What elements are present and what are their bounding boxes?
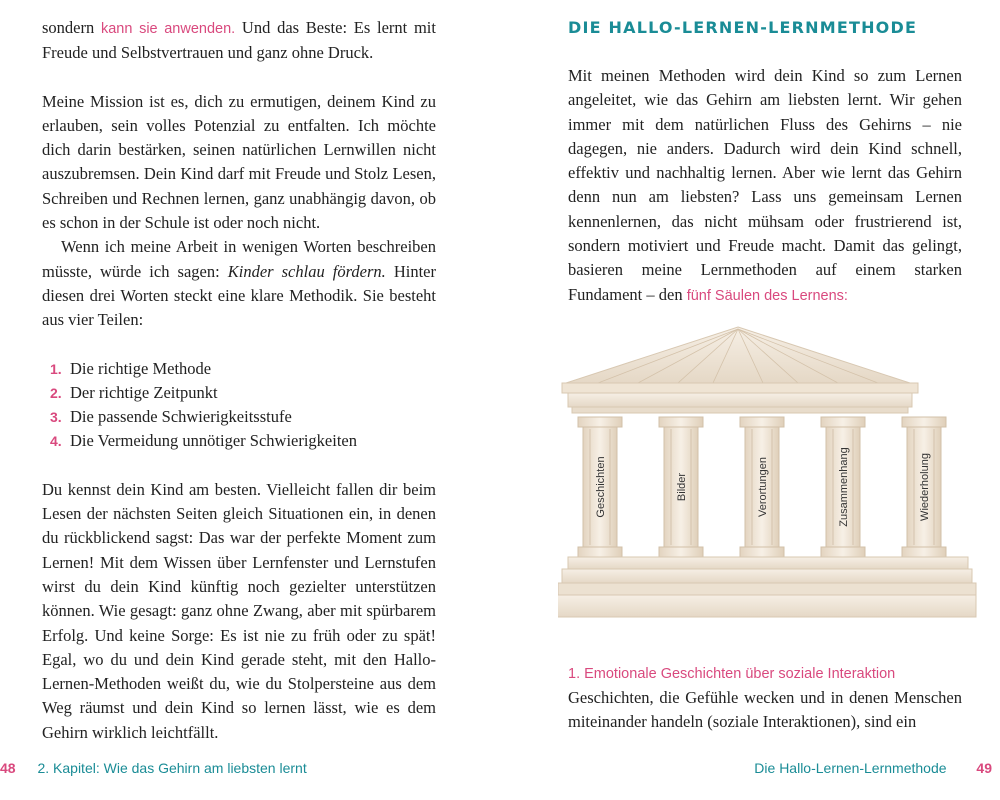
pillar-label: Zusammenhang (838, 447, 850, 527)
emphasis-text: Kinder schlau fördern. (227, 261, 386, 281)
page-number: 49 (976, 760, 992, 776)
subheading: 1. Emotionale Geschichten über soziale Interaktion (568, 666, 896, 682)
numbered-list (42, 357, 436, 454)
left-paragraph-4: Du kennst dein Kind am besten. Vielleicht fallen dir beim Lesen der nächsten Seiten gleich Situationen ein, in denen du rückblickend sagst: Das war der perfekte Moment zum Lernen! Mit dem Wissen über Lernfenster und Lernstufen wirst du dein Kind künftig noch gezielter unterstützen können. Wie gesagt: ganz ohne Zwang, aber mit spürbarem Erfolg. Und keine Sorge: Es ist nie zu früh oder zu spät! Egal, wo du und dein Kind gerade steht, mit den Hallo-Lernen-Methoden weißt du, wie du Stolpersteine aus dem Weg räumst und dein Kind so lernen lässt, wie es dem Gehirn wirklich leichtfällt. (42, 479, 436, 742)
running-title: Die Hallo-Lernen-Lernmethode (754, 760, 947, 776)
highlight-text: kann sie anwenden. (100, 21, 236, 37)
pillar-label: Wiederholung (919, 453, 931, 521)
page-number: 48 (0, 760, 16, 776)
pillar-label: Geschichten (595, 456, 607, 518)
list-item: 2. Der richtige Zeitpunkt (50, 382, 218, 402)
list-item: 1. Die richtige Methode (50, 358, 212, 378)
section-heading: DIE HALLO-LERNEN-LERNMETHODE (568, 18, 918, 37)
pillars-of-learning-illustration (558, 325, 978, 625)
list-item: 4. Die Vermeidung unnötiger Schwierigkeiten (50, 431, 358, 451)
pillar-label: Verortungen (757, 457, 769, 517)
left-text-column (42, 16, 436, 745)
running-title: 2. Kapitel: Wie das Gehirn am liebsten lernt (37, 760, 307, 776)
right-lower-text (568, 662, 962, 735)
right-footer (754, 760, 992, 776)
right-page (500, 0, 1000, 800)
left-paragraph-3: Wenn ich meine Arbeit in wenigen Worten beschreiben müsste, würde ich sagen: Kinder schlau fördern. Hinter diesen drei Worten steckt eine klare Methodik. Sie besteht aus vier Teilen: (42, 237, 436, 330)
left-paragraph-2: Meine Mission ist es, dich zu ermutigen, deinem Kind zu erlauben, sein volles Potenzial zu entfalten. Ich möchte dich darin bestärken, seinen natürlichen Lernwillen nicht auszubremsen. Dein Kind darf mit Freude und Stolz Lesen, Schreiben und Rechnen lernen, ganz unabhängig davon, ob es schon in der Schule ist oder noch nicht. (42, 91, 436, 233)
temple-icon (558, 325, 978, 625)
right-text-column (568, 16, 962, 308)
right-paragraph-2: Geschichten, die Gefühle wecken und in denen Menschen miteinander handeln (soziale Interaktionen), sind ein (568, 688, 962, 732)
left-paragraph-1: sondern kann sie anwenden. Und das Beste: Es lernt mit Freude und Selbstvertrauen und ganz ohne Druck. (42, 18, 436, 63)
list-item: 3. Die passende Schwierigkeitsstufe (50, 407, 292, 427)
pillar-label: Bilder (676, 472, 688, 502)
left-footer (0, 760, 340, 776)
highlight-text: fünf Säulen des Lernens: (686, 287, 848, 304)
right-paragraph-1: Mit meinen Methoden wird dein Kind so zum Lernen angeleitet, wie das Gehirn am liebsten lernt. Wir gehen immer mit dem natürlichen Fluss des Gehirns – nie dagegen, nie anders. Dadurch wird dein Kind schnell, effektiv und nachhaltig lernen. Aber wie lernt das Gehirn denn nun am liebsten? Lass uns gemeinsam Lernen kennenlernen, das nicht mühsam oder frustrierend ist, sondern motiviert und Freude macht. Damit das gelingt, basieren meine Lernmethoden auf einem starken Fundament – den fünf Säulen des Lernens: (568, 66, 962, 304)
